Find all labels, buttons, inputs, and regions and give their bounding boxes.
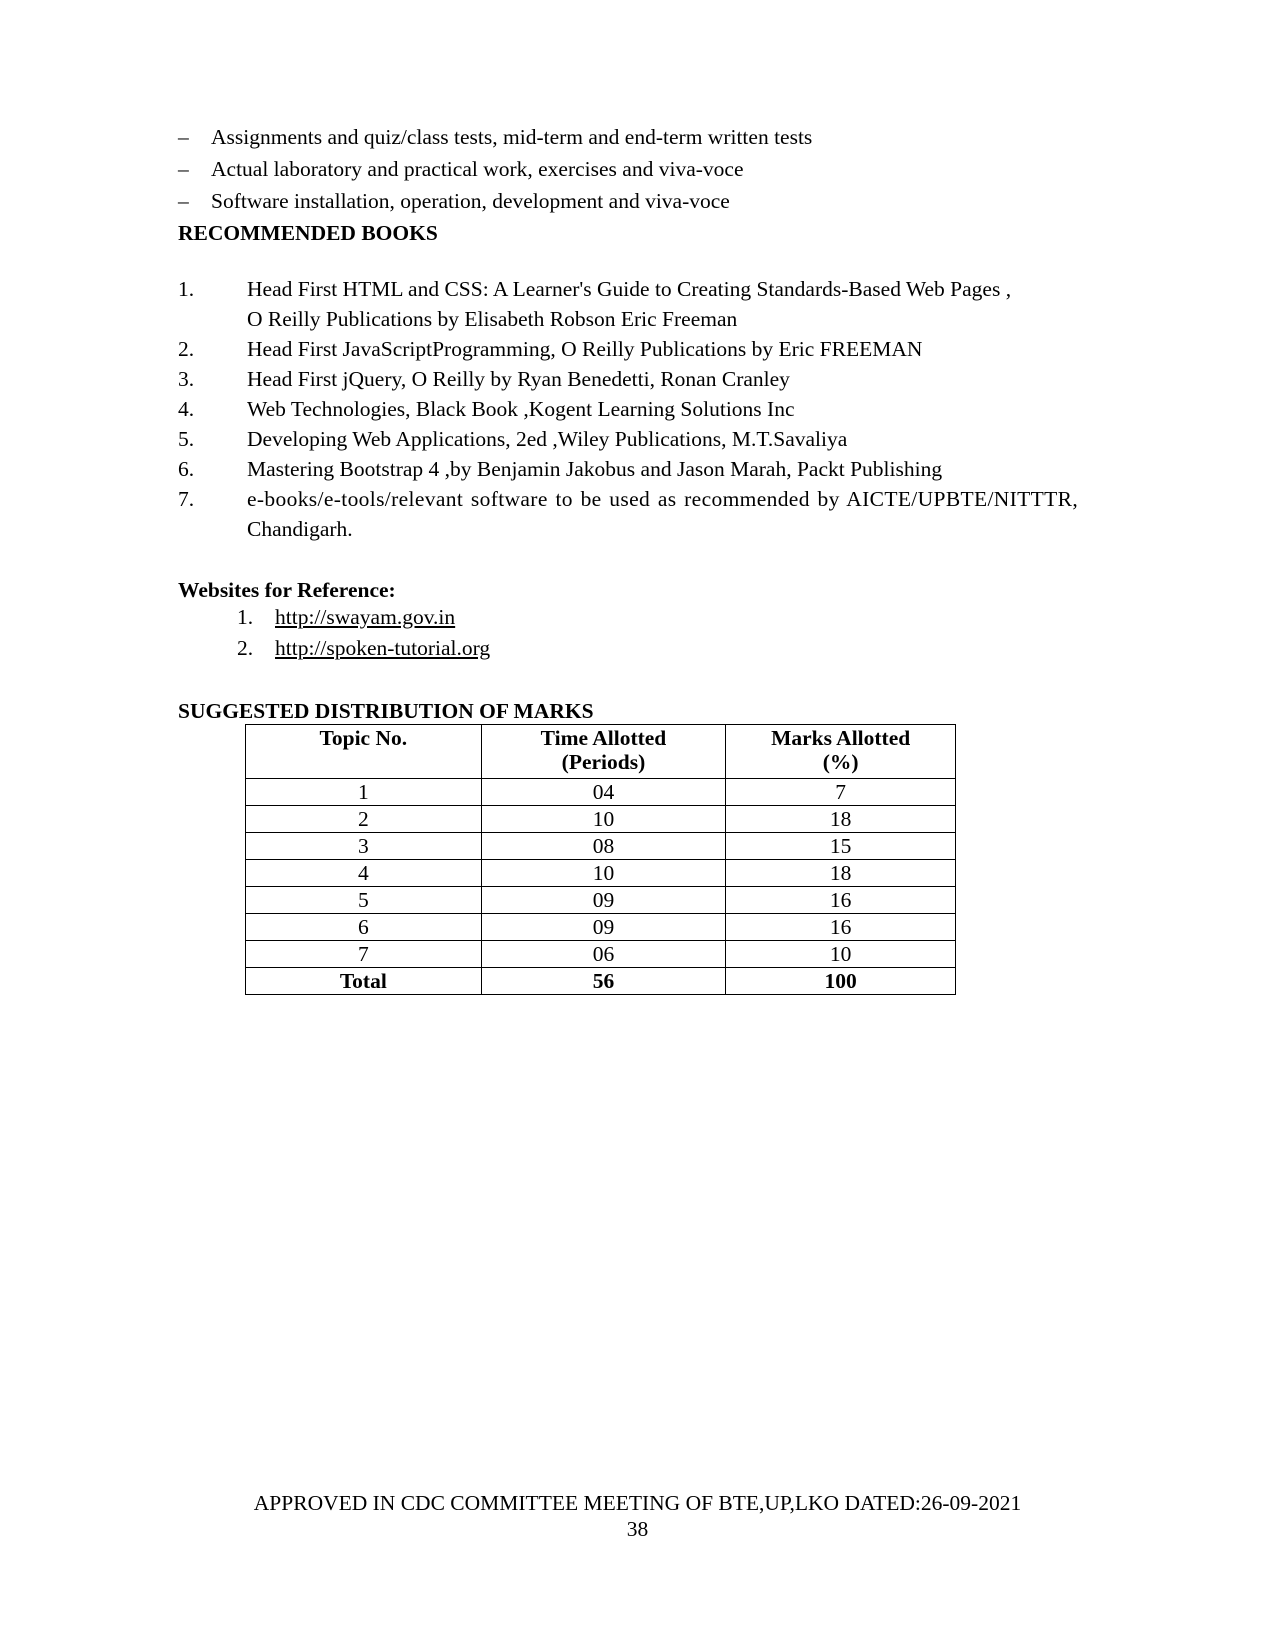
- table-cell: 7: [726, 779, 956, 806]
- table-cell: 08: [481, 833, 726, 860]
- dash-bullet: –: [178, 157, 189, 181]
- recommended-books-list: [178, 274, 1118, 544]
- book-item: [178, 484, 1118, 544]
- table-total-row: [246, 968, 956, 995]
- header-line: (Periods): [561, 750, 646, 774]
- assessment-item-text: Assignments and quiz/class tests, mid-term and end-term written tests: [211, 125, 813, 149]
- recommended-books-heading: RECOMMENDED BOOKS: [178, 221, 438, 245]
- table-cell: 06: [481, 941, 726, 968]
- list-item: [178, 188, 812, 220]
- book-line: e-books/e-tools/relevant software to be used as recommended by AICTE/UPBTE/NITTTR,: [247, 487, 1079, 511]
- book-line: Chandigarh.: [247, 517, 353, 541]
- book-item: [178, 424, 1118, 454]
- table-cell: 10: [726, 941, 956, 968]
- column-header-time: [481, 725, 726, 779]
- websites-heading: Websites for Reference:: [178, 578, 396, 602]
- table-cell: 15: [726, 833, 956, 860]
- book-number: 3.: [178, 367, 195, 391]
- header-line: Time Allotted: [540, 726, 667, 750]
- total-marks: 100: [726, 968, 956, 995]
- total-time: 56: [481, 968, 726, 995]
- book-item: [178, 334, 1118, 364]
- book-number: 1.: [178, 277, 195, 301]
- book-line: Web Technologies, Black Book ,Kogent Learning Solutions Inc: [247, 397, 795, 421]
- column-header-topic: [246, 725, 482, 779]
- table-cell: 1: [246, 779, 482, 806]
- total-label: Total: [246, 968, 482, 995]
- dash-bullet: –: [178, 189, 189, 213]
- table-cell: 5: [246, 887, 482, 914]
- table-row: [246, 833, 956, 860]
- approval-footer: APPROVED IN CDC COMMITTEE MEETING OF BTE,UP,LKO DATED:26-09-2021: [253, 1491, 1022, 1515]
- website-number: 2.: [237, 636, 254, 660]
- table-cell: 16: [726, 887, 956, 914]
- book-number: 4.: [178, 397, 195, 421]
- list-item: [178, 124, 812, 156]
- assessment-list: [178, 124, 812, 220]
- table-cell: 6: [246, 914, 482, 941]
- table-cell: 3: [246, 833, 482, 860]
- book-number: 2.: [178, 337, 195, 361]
- assessment-item-text: Actual laboratory and practical work, exercises and viva-voce: [211, 157, 744, 181]
- websites-list: [237, 604, 490, 666]
- website-link[interactable]: http://swayam.gov.in: [275, 605, 456, 629]
- website-link[interactable]: http://spoken-tutorial.org: [275, 636, 491, 660]
- table-cell: 09: [481, 887, 726, 914]
- book-line: Head First JavaScriptProgramming, O Reilly Publications by Eric FREEMAN: [247, 337, 923, 361]
- book-line: Head First HTML and CSS: A Learner's Guide to Creating Standards-Based Web Pages ,: [247, 277, 1012, 301]
- dash-bullet: –: [178, 125, 189, 149]
- table-cell: 09: [481, 914, 726, 941]
- book-number: 6.: [178, 457, 195, 481]
- website-number: 1.: [237, 605, 254, 629]
- book-item: [178, 274, 1118, 334]
- list-item: [237, 635, 490, 666]
- table-header-row: [246, 725, 956, 779]
- book-item: [178, 364, 1118, 394]
- table-row: [246, 914, 956, 941]
- book-line: Developing Web Applications, 2ed ,Wiley Publications, M.T.Savaliya: [247, 427, 848, 451]
- book-line: Mastering Bootstrap 4 ,by Benjamin Jakobus and Jason Marah, Packt Publishing: [247, 457, 943, 481]
- header-line: (%): [822, 750, 859, 774]
- table-row: [246, 779, 956, 806]
- table-cell: 2: [246, 806, 482, 833]
- table-row: [246, 860, 956, 887]
- page-number: 38: [626, 1517, 649, 1541]
- table-cell: 16: [726, 914, 956, 941]
- table-row: [246, 887, 956, 914]
- book-item: [178, 394, 1118, 424]
- book-text: [247, 484, 1118, 544]
- header-line: Topic No.: [319, 726, 408, 750]
- marks-distribution-heading: SUGGESTED DISTRIBUTION OF MARKS: [178, 699, 594, 723]
- list-item: [237, 604, 490, 635]
- marks-distribution-table: [245, 724, 956, 995]
- list-item: [178, 156, 812, 188]
- book-text: [247, 274, 1118, 334]
- table-cell: 4: [246, 860, 482, 887]
- table-cell: 04: [481, 779, 726, 806]
- book-number: 7.: [178, 487, 195, 511]
- table-row: [246, 806, 956, 833]
- book-number: 5.: [178, 427, 195, 451]
- table-cell: 18: [726, 806, 956, 833]
- assessment-item-text: Software installation, operation, development and viva-voce: [211, 189, 730, 213]
- book-line: Head First jQuery, O Reilly by Ryan Benedetti, Ronan Cranley: [247, 367, 790, 391]
- table-cell: 10: [481, 806, 726, 833]
- table-row: [246, 941, 956, 968]
- table-cell: 10: [481, 860, 726, 887]
- column-header-marks: [726, 725, 956, 779]
- book-item: [178, 454, 1118, 484]
- table-cell: 18: [726, 860, 956, 887]
- table-cell: 7: [246, 941, 482, 968]
- book-line: O Reilly Publications by Elisabeth Robson Eric Freeman: [247, 307, 738, 331]
- header-line: Marks Allotted: [771, 726, 911, 750]
